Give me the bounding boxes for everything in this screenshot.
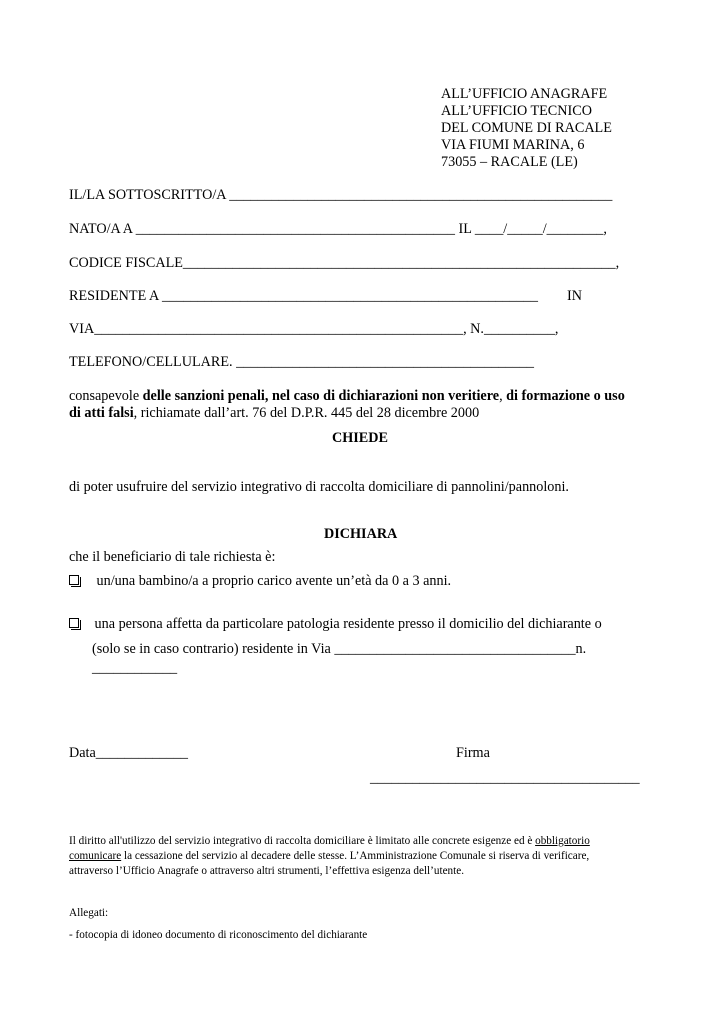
signature-line[interactable]: ______________________________________	[370, 770, 640, 786]
field-tax-code[interactable]: CODICE FISCALE_____________________________________________________________,	[69, 255, 620, 271]
awareness-comma: ,	[499, 388, 507, 404]
awareness-bold-3: di atti falsi	[69, 405, 134, 421]
field-undersigned[interactable]: IL/LA SOTTOSCRITTO/A ______________________________________________________	[69, 187, 613, 203]
declaration-option-1-text: un/una bambino/a a proprio carico avente un’età da 0 a 3 anni.	[96, 573, 452, 589]
notice-line-1	[69, 834, 590, 850]
checkbox-icon[interactable]	[69, 575, 79, 585]
awareness-line-1	[69, 388, 625, 405]
notice-underlined-2: comunicare	[69, 850, 122, 862]
declaration-option-2	[69, 616, 602, 633]
recipient-line: ALL’UFFICIO TECNICO	[441, 103, 592, 119]
declaration-option-2-text: una persona affetta da particolare patologia residente presso il domicilio del dichiarante o	[94, 616, 602, 632]
notice-line-2	[69, 849, 589, 865]
field-resident-in-label: IN	[567, 288, 582, 304]
recipient-line: 73055 – RACALE (LE)	[441, 154, 578, 170]
awareness-bold-1: delle sanzioni penali, nel caso di dichiarazioni non veritiere	[142, 388, 500, 404]
recipient-address	[441, 86, 612, 171]
field-resident[interactable]: RESIDENTE A _____________________________________________________	[69, 288, 538, 304]
recipient-line: DEL COMUNE DI RACALE	[441, 120, 612, 136]
notice-part-2: la cessazione del servizio al decadere delle stesse. L’Amministrazione Comunale si riserva di verificare,	[121, 850, 590, 862]
declaration-option-1	[69, 573, 451, 590]
request-text: di poter usufruire del servizio integrativo di raccolta domiciliare di pannolini/pannoloni.	[69, 479, 569, 495]
checkbox-icon[interactable]	[69, 618, 79, 628]
attachments-item: - fotocopia di idoneo documento di riconoscimento del dichiarante	[69, 929, 368, 941]
notice-line-3: attraverso l’Ufficio Anagrafe o attraverso altri strumenti, l’effettiva esigenza dell’utente.	[69, 865, 465, 877]
date-field[interactable]: Data_____________	[69, 745, 189, 761]
notice-underlined-1: obbligatorio	[535, 835, 590, 847]
awareness-prefix: consapevole	[69, 388, 143, 404]
declaration-option-2-line-2[interactable]: (solo se in caso contrario) residente in Via __________________________________n.	[92, 641, 587, 657]
awareness-suffix: , richiamate dall’art. 76 del D.P.R. 445 del 28 dicembre 2000	[133, 405, 480, 421]
attachments-label: Allegati:	[69, 907, 109, 919]
field-phone[interactable]: TELEFONO/CELLULARE. __________________________________________	[69, 354, 535, 370]
recipient-line: ALL’UFFICIO ANAGRAFE	[441, 86, 608, 102]
awareness-line-2	[69, 405, 479, 422]
field-street[interactable]: VIA____________________________________________________, N.__________,	[69, 321, 559, 337]
declaration-option-2-line-3[interactable]: ____________	[92, 660, 178, 676]
field-born-in[interactable]: NATO/A A _____________________________________________ IL ____/_____/________,	[69, 221, 607, 237]
declaration-heading: DICHIARA	[324, 526, 398, 542]
declaration-intro: che il beneficiario di tale richiesta è:	[69, 549, 276, 565]
notice-part-1: Il diritto all'utilizzo del servizio integrativo di raccolta domiciliare è limitato alle concrete esigenze ed è	[69, 835, 536, 847]
awareness-bold-2: di formazione o uso	[506, 388, 625, 404]
recipient-line: VIA FIUMI MARINA, 6	[441, 137, 585, 153]
signature-label: Firma	[456, 745, 490, 761]
request-heading: CHIEDE	[332, 430, 388, 446]
